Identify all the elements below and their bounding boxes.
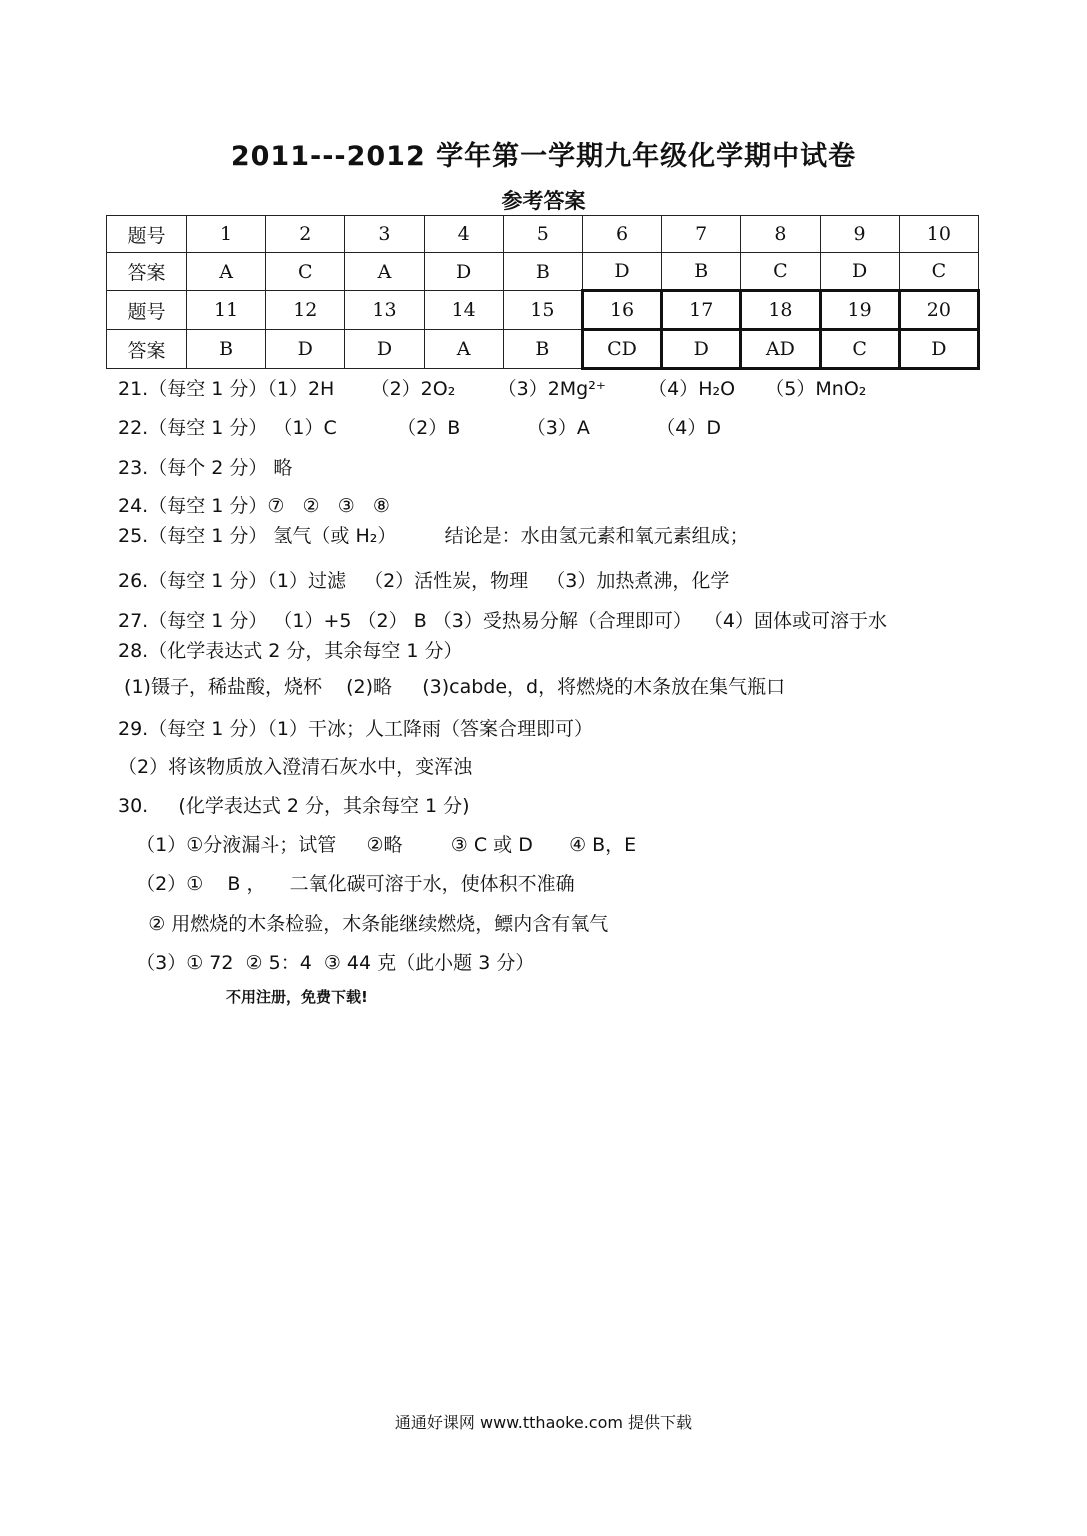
table-row (107, 330, 979, 369)
question-number: 9 (820, 216, 899, 253)
answer-cell: A (424, 330, 503, 369)
row-label: 题号 (107, 216, 187, 253)
page-title: 2011---2012 学年第一学期九年级化学期中试卷 (230, 141, 857, 172)
question-number: 15 (503, 291, 582, 330)
answer-line-29: 29.（每空 1 分）（1）干冰；人工降雨（答案合理即可） (118, 718, 593, 740)
answer-cell: CD (582, 330, 661, 369)
answer-cell: D (266, 330, 345, 369)
download-note: 不用注册，免费下载! (226, 988, 368, 1006)
question-number: 12 (266, 291, 345, 330)
answer-line-30a: （1）①分液漏斗；试管 ②略 ③ C 或 D ④ B，E (118, 834, 637, 856)
question-number: 8 (741, 216, 820, 253)
answer-cell: A (345, 253, 424, 291)
answer-line-30d: （3）① 72 ② 5：4 ③ 44 克（此小题 3 分） (118, 952, 535, 974)
question-number: 3 (345, 216, 424, 253)
answer-cell: B (503, 253, 582, 291)
answer-cell: C (741, 253, 820, 291)
question-number: 4 (424, 216, 503, 253)
question-number: 16 (582, 291, 661, 330)
answer-line-30b: （2）① B ， 二氧化碳可溶于水，使体积不准确 (118, 873, 575, 895)
question-number: 14 (424, 291, 503, 330)
question-number: 2 (266, 216, 345, 253)
answer-cell: AD (741, 330, 820, 369)
answer-line-21: 21.（每空 1 分）（1）2H （2）2O₂ （3）2Mg²⁺ （4）H₂O （5）MnO₂ (118, 378, 867, 400)
answer-cell: D (820, 253, 899, 291)
answer-cell: C (820, 330, 899, 369)
row-label: 答案 (107, 253, 187, 291)
answer-cell: D (424, 253, 503, 291)
question-number: 10 (899, 216, 978, 253)
question-number: 13 (345, 291, 424, 330)
question-number: 19 (820, 291, 899, 330)
question-number: 1 (187, 216, 266, 253)
answer-cell: C (899, 253, 978, 291)
page-subtitle: 参考答案 (501, 189, 586, 213)
answer-cell: B (187, 330, 266, 369)
answer-line-22: 22.（每空 1 分） （1）C （2）B （3）A （4）D (118, 417, 721, 439)
answer-line-23: 23.（每个 2 分） 略 (118, 457, 293, 479)
question-number: 7 (662, 216, 741, 253)
answer-line-28a: (1)镊子，稀盐酸，烧杯 (2)略 (3)cabde，d，将燃烧的木条放在集气瓶口 (118, 676, 786, 698)
answer-table (106, 215, 980, 370)
answer-cell: A (187, 253, 266, 291)
answer-cell: C (266, 253, 345, 291)
answer-line-30c: ② 用燃烧的木条检验，木条能继续燃烧，鳔内含有氧气 (118, 913, 609, 935)
table-row (107, 253, 979, 291)
page-footer: 通通好课网 www.tthaoke.com 提供下载 (394, 1413, 693, 1432)
answer-cell: B (503, 330, 582, 369)
answer-cell: D (582, 253, 661, 291)
question-number: 18 (741, 291, 820, 330)
answer-cell: D (899, 330, 978, 369)
question-number: 20 (899, 291, 978, 330)
answer-cell: B (662, 253, 741, 291)
answer-cell: D (345, 330, 424, 369)
question-number: 17 (662, 291, 741, 330)
answer-line-25: 25.（每空 1 分） 氢气（或 H₂） 结论是：水由氢元素和氧元素组成； (118, 525, 749, 547)
table-row (107, 216, 979, 253)
table-row (107, 291, 979, 330)
answer-line-30: 30. (化学表达式 2 分，其余每空 1 分) (118, 795, 470, 817)
row-label: 题号 (107, 291, 187, 330)
answer-line-24: 24.（每空 1 分）⑦ ② ③ ⑧ (118, 495, 390, 517)
question-number: 5 (503, 216, 582, 253)
answer-line-28: 28.（化学表达式 2 分，其余每空 1 分） (118, 640, 463, 662)
answer-line-27: 27.（每空 1 分） （1）+5 （2） B （3）受热易分解（合理即可） （4）固体或可溶于水 (118, 610, 888, 632)
question-number: 6 (582, 216, 661, 253)
answer-line-26: 26.（每空 1 分）（1）过滤 （2）活性炭，物理 （3）加热煮沸，化学 (118, 570, 730, 592)
answer-line-29a: （2）将该物质放入澄清石灰水中，变浑浊 (118, 756, 473, 778)
row-label: 答案 (107, 330, 187, 369)
answer-cell: D (662, 330, 741, 369)
question-number: 11 (187, 291, 266, 330)
